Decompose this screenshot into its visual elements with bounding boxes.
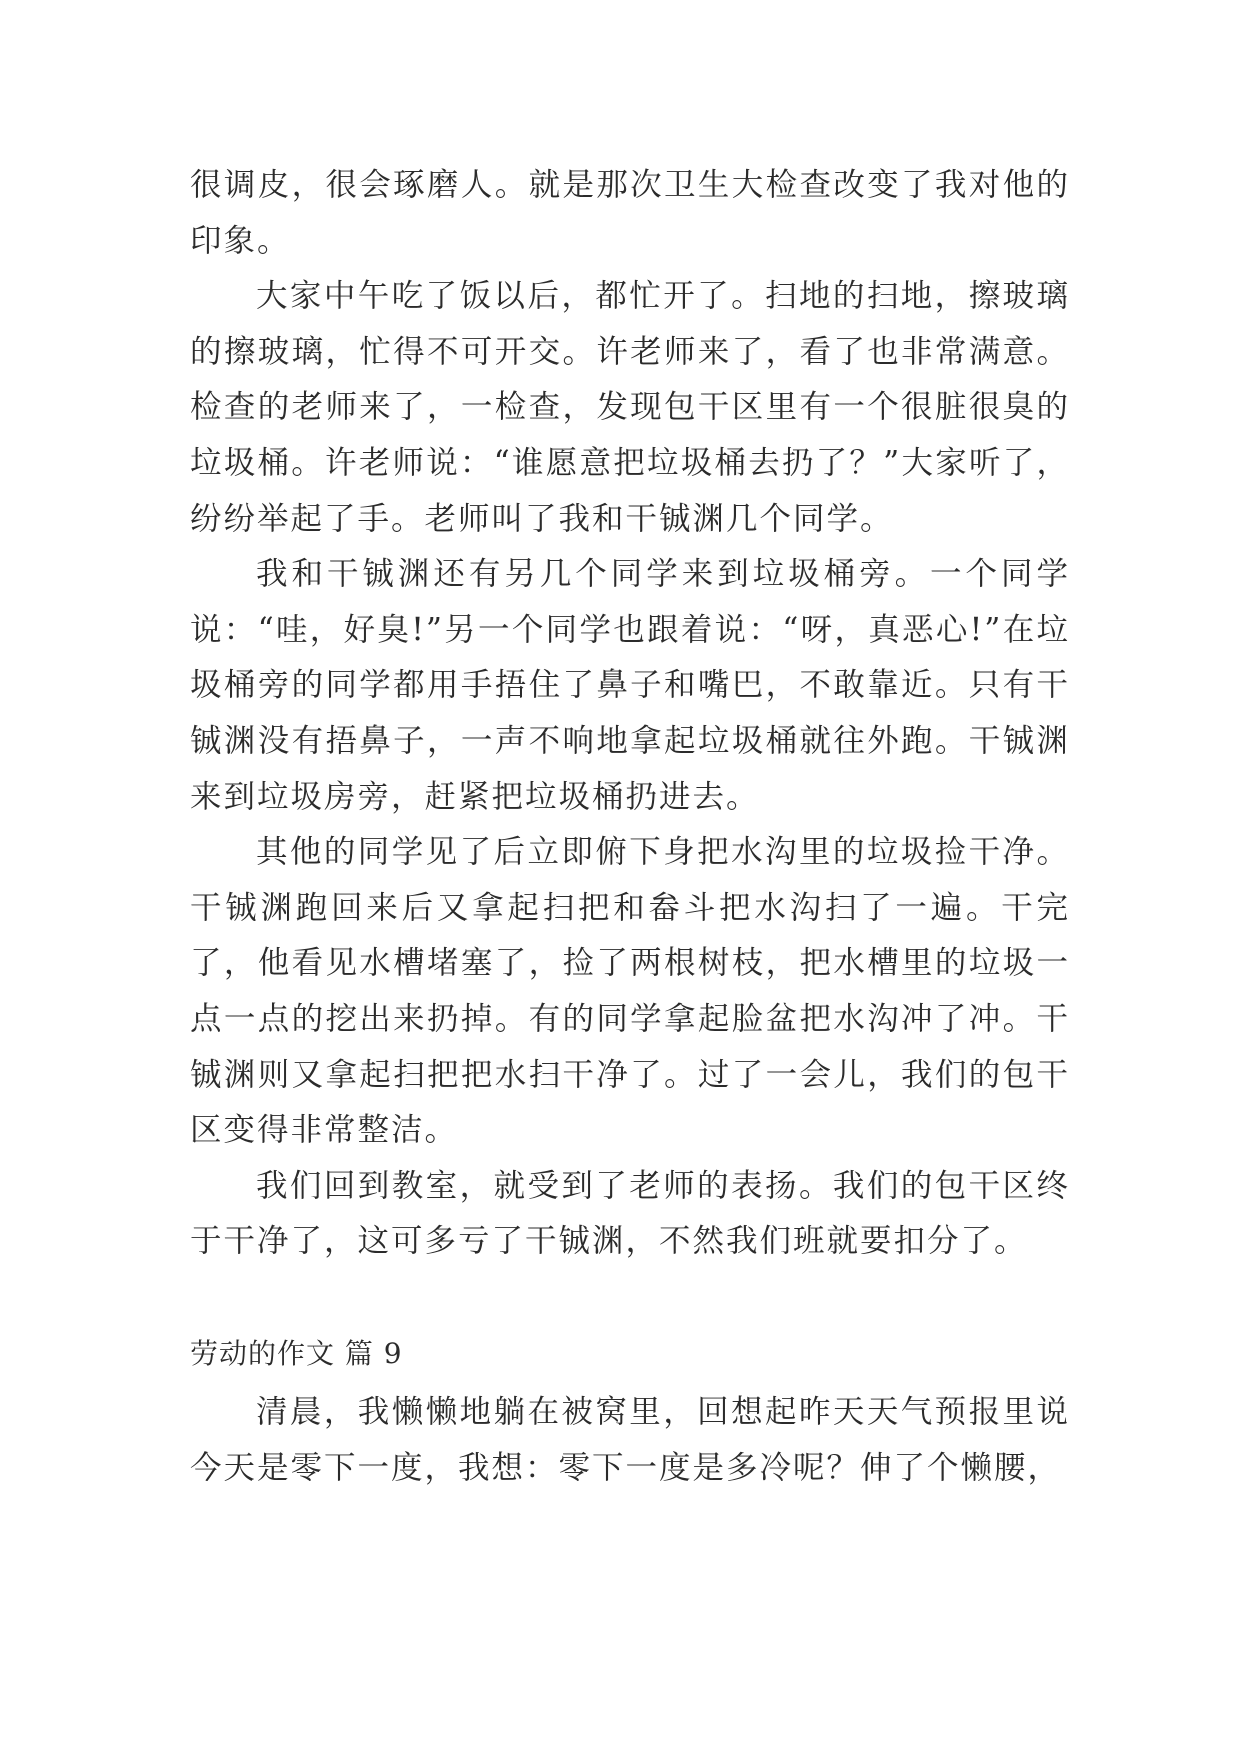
paragraph: 我们回到教室，就受到了老师的表扬。我们的包干区终于干净了，这可多亏了干铖渊，不然我们班就要扣分了。 bbox=[190, 1167, 1070, 1260]
paragraph: 清晨，我懒懒地躺在被窝里，回想起昨天天气预报里说今天是零下一度，我想：零下一度是多冷呢？伸了个懒腰， bbox=[190, 1394, 1070, 1487]
paragraph-continued: 很调皮，很会琢磨人。就是那次卫生大检查改变了我对他的印象。 bbox=[190, 167, 1070, 259]
document-body bbox=[190, 158, 1070, 1497]
paragraph: 我和干铖渊还有另几个同学来到垃圾桶旁。一个同学说：“哇，好臭!”另一个同学也跟着说：“呀，真恶心!”在垃圾桶旁的同学都用手捂住了鼻子和嘴巴，不敢靠近。只有干铖渊没有捂鼻子，一声不响地拿起垃圾桶就往外跑。干铖渊来到垃圾房旁，赶紧把垃圾桶扔进去。 bbox=[190, 556, 1070, 815]
paragraph: 大家中午吃了饭以后，都忙开了。扫地的扫地，擦玻璃的擦玻璃，忙得不可开交。许老师来了，看了也非常满意。检查的老师来了，一检查，发现包干区里有一个很脏很臭的垃圾桶。许老师说：“谁愿意把垃圾桶去扔了？”大家听了，纷纷举起了手。老师叫了我和干铖渊几个同学。 bbox=[190, 278, 1070, 537]
paragraph: 其他的同学见了后立即俯下身把水沟里的垃圾捡干净。干铖渊跑回来后又拿起扫把和畚斗把水沟扫了一遍。干完了，他看见水槽堵塞了，捡了两根树枝，把水槽里的垃圾一点一点的挖出来扔掉。有的同学拿起脸盆把水沟冲了冲。干铖渊则又拿起扫把把水扫干净了。过了一会儿，我们的包干区变得非常整洁。 bbox=[190, 834, 1070, 1149]
section-heading: 劳动的作文 篇 9 bbox=[190, 1336, 403, 1370]
